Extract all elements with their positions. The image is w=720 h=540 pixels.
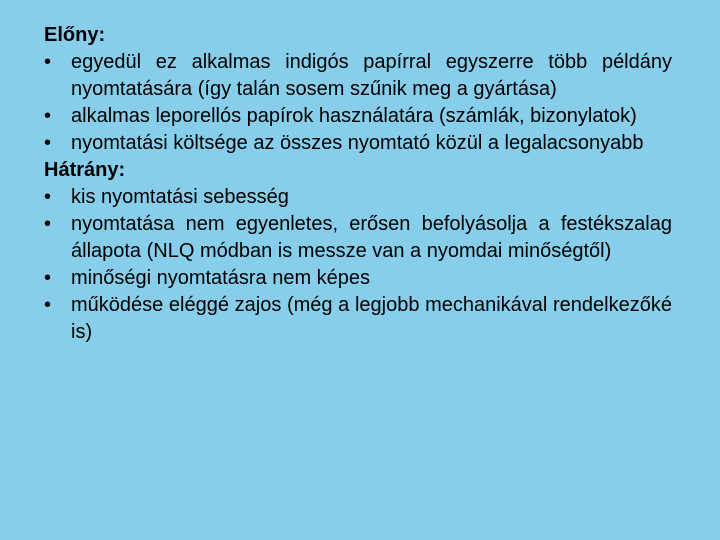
disadvantage-item: • minőségi nyomtatásra nem képes — [44, 265, 672, 292]
disadvantage-item: • kis nyomtatási sebesség — [44, 184, 672, 211]
disadvantage-item: • működése eléggé zajos (még a legjobb mechanikával rendelkezőké is) — [44, 292, 672, 346]
disadvantages-heading: Hátrány: — [44, 159, 126, 181]
disadvantage-item: • nyomtatása nem egyenletes, erősen befolyásolja a festékszalag állapota (NLQ módban is messze van a nyomdai minőségtől) — [44, 211, 672, 265]
disadvantages-list — [44, 184, 672, 346]
advantages-heading: Előny: — [44, 24, 106, 46]
advantage-item: • egyedül ez alkalmas indigós papírral egyszerre több példány nyomtatására (így talán sosem szűnik meg a gyártása) — [44, 49, 672, 103]
advantages-list — [44, 49, 672, 157]
slide-content — [44, 22, 672, 346]
advantage-item: • nyomtatási költsége az összes nyomtató közül a legalacsonyabb — [44, 130, 672, 157]
advantage-item: • alkalmas leporellós papírok használatára (számlák, bizonylatok) — [44, 103, 672, 130]
